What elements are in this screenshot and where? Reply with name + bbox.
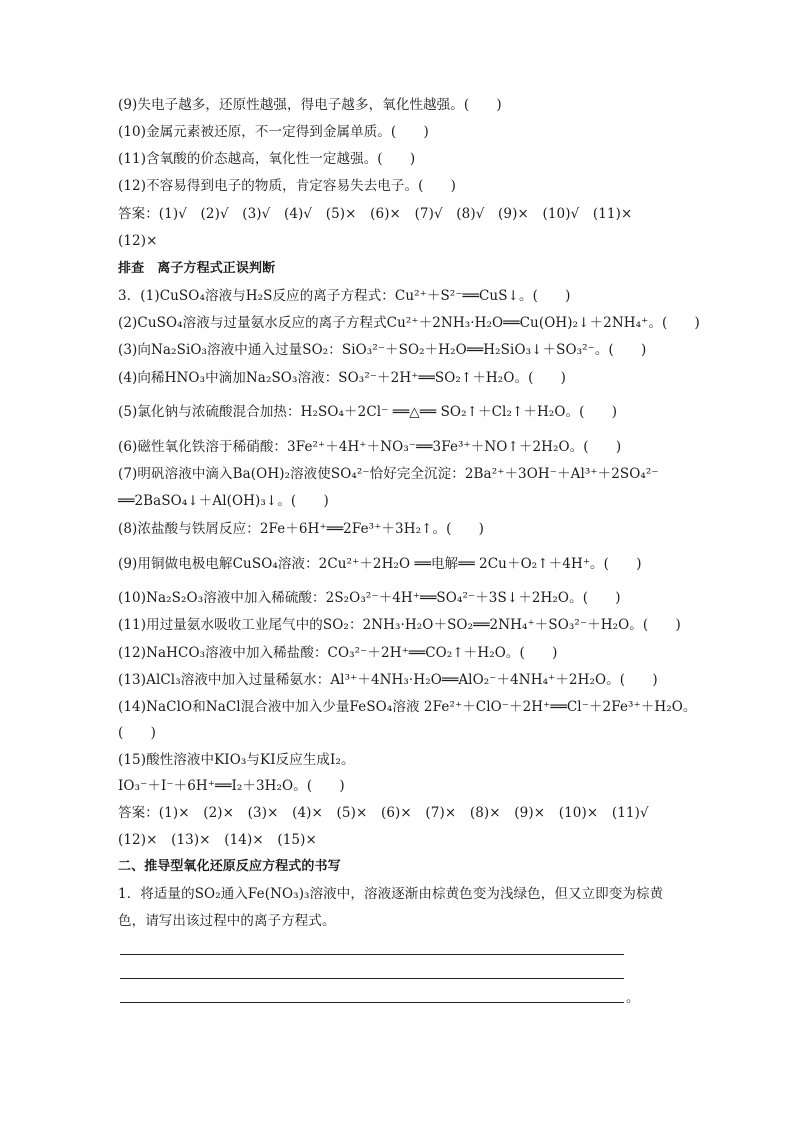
q3-6: (6)磁性氧化铁溶于稀硝酸：3Fe²⁺＋4H⁺＋NO₃⁻══3Fe³⁺＋NO↑＋2H₂O。( ) — [118, 439, 622, 455]
q3-11: (11)用过量氨水吸收工业尾气中的SO₂：2NH₃·H₂O＋SO₂══2NH₄⁺＋SO₃²⁻＋H₂O。( ) — [118, 617, 681, 633]
q3-2: (2)CuSO₄溶液与过量氨水反应的离子方程式Cu²⁺＋2NH₃·H₂O══Cu(OH)₂↓＋2NH₄⁺。( ) — [118, 315, 700, 331]
q3-5: (5)氯化钠与浓硫酸混合加热：H₂SO₄＋2Cl⁻ ══△══ SO₂↑＋Cl₂↑＋H₂O。( ) — [118, 404, 618, 420]
answer-2-line-2: (12)× (13)× (14)× (15)× — [118, 832, 317, 848]
q1-line2: 色，请写出该过程中的离子方程式。 — [118, 913, 336, 929]
q3-7-line1: (7)明矾溶液中滴入Ba(OH)₂溶液使SO₄²⁻恰好完全沉淀：2Ba²⁺＋3OH⁻＋Al³⁺＋2SO₄²⁻ — [118, 466, 659, 482]
q3-13: (13)AlCl₃溶液中加入过量稀氨水：Al³⁺＋4NH₃·H₂O══AlO₂⁻＋4NH₄⁺＋2H₂O。( ) — [118, 672, 658, 688]
q-9-statement: (9)失电子越多，还原性越强，得电子越多，氧化性越强。( ) — [118, 97, 502, 113]
answer-line-2: (12)× — [118, 233, 158, 249]
section-2-heading: 二、推导型氧化还原反应方程式的书写 — [118, 859, 341, 874]
q3-3: (3)向Na₂SiO₃溶液中通入过量SO₂：SiO₃²⁻＋SO₂＋H₂O══H₂SiO₃↓＋SO₃²⁻。( ) — [118, 342, 647, 358]
q1-line1: 1．将适量的SO₂通入Fe(NO₃)₃溶液中，溶液逐渐由棕黄色变为浅绿色，但又立即变为棕黄 — [118, 886, 664, 902]
q3-7-line2: ══2BaSO₄↓＋Al(OH)₃↓。( ) — [118, 493, 329, 509]
answer-tail-period: 。 — [626, 990, 640, 1006]
answer-line-1: 答案：(1)√ (2)√ (3)√ (4)√ (5)× (6)× (7)√ (8)√ (9)× (10)√ (11)× — [118, 206, 633, 222]
q-10-statement: (10)金属元素被还原，不一定得到金属单质。( ) — [118, 124, 429, 140]
answer-blank-line-3[interactable] — [120, 1002, 624, 1003]
q3-15-line2: IO₃⁻＋I⁻＋6H⁺══I₂＋3H₂O。( ) — [118, 778, 345, 794]
q3-10: (10)Na₂S₂O₃溶液中加入稀硫酸：2S₂O₃²⁻＋4H⁺══SO₄²⁻＋3S↓＋2H₂O。( ) — [118, 590, 621, 606]
answer-blank-line-2[interactable] — [120, 978, 624, 979]
q3-8: (8)浓盐酸与铁屑反应：2Fe＋6H⁺══2Fe³⁺＋3H₂↑。( ) — [118, 521, 485, 537]
answer-blank-line-1[interactable] — [120, 954, 624, 955]
q3-9: (9)用铜做电极电解CuSO₄溶液：2Cu²⁺＋2H₂O ══电解══ 2Cu＋O₂↑＋4H⁺。( ) — [118, 556, 642, 572]
section-heading: 排查 离子方程式正误判断 — [118, 261, 276, 276]
q-12-statement: (12)不容易得到电子的物质，肯定容易失去电子。( ) — [118, 178, 457, 194]
q3-4: (4)向稀HNO₃中滴加Na₂SO₃溶液：SO₃²⁻＋2H⁺══SO₂↑＋H₂O。( ) — [118, 370, 567, 386]
q3-14-line2: ( ) — [118, 725, 156, 741]
q-11-statement: (11)含氧酸的价态越高，氧化性一定越强。( ) — [118, 151, 416, 167]
answer-2-line-1: 答案：(1)× (2)× (3)× (4)× (5)× (6)× (7)× (8)× (9)× (10)× (11)√ — [118, 805, 649, 821]
q3-1: 3．(1)CuSO₄溶液与H₂S反应的离子方程式：Cu²⁺＋S²⁻══CuS↓。( ) — [118, 288, 571, 304]
q3-14-line1: (14)NaClO和NaCl混合液中加入少量FeSO₄溶液 2Fe²⁺＋ClO⁻＋2H⁺══Cl⁻＋2Fe³⁺＋H₂O。 — [118, 699, 697, 715]
q3-15-line1: (15)酸性溶液中KIO₃与KI反应生成I₂。 — [118, 752, 355, 768]
q3-12: (12)NaHCO₃溶液中加入稀盐酸：CO₃²⁻＋2H⁺══CO₂↑＋H₂O。( ) — [118, 645, 558, 661]
